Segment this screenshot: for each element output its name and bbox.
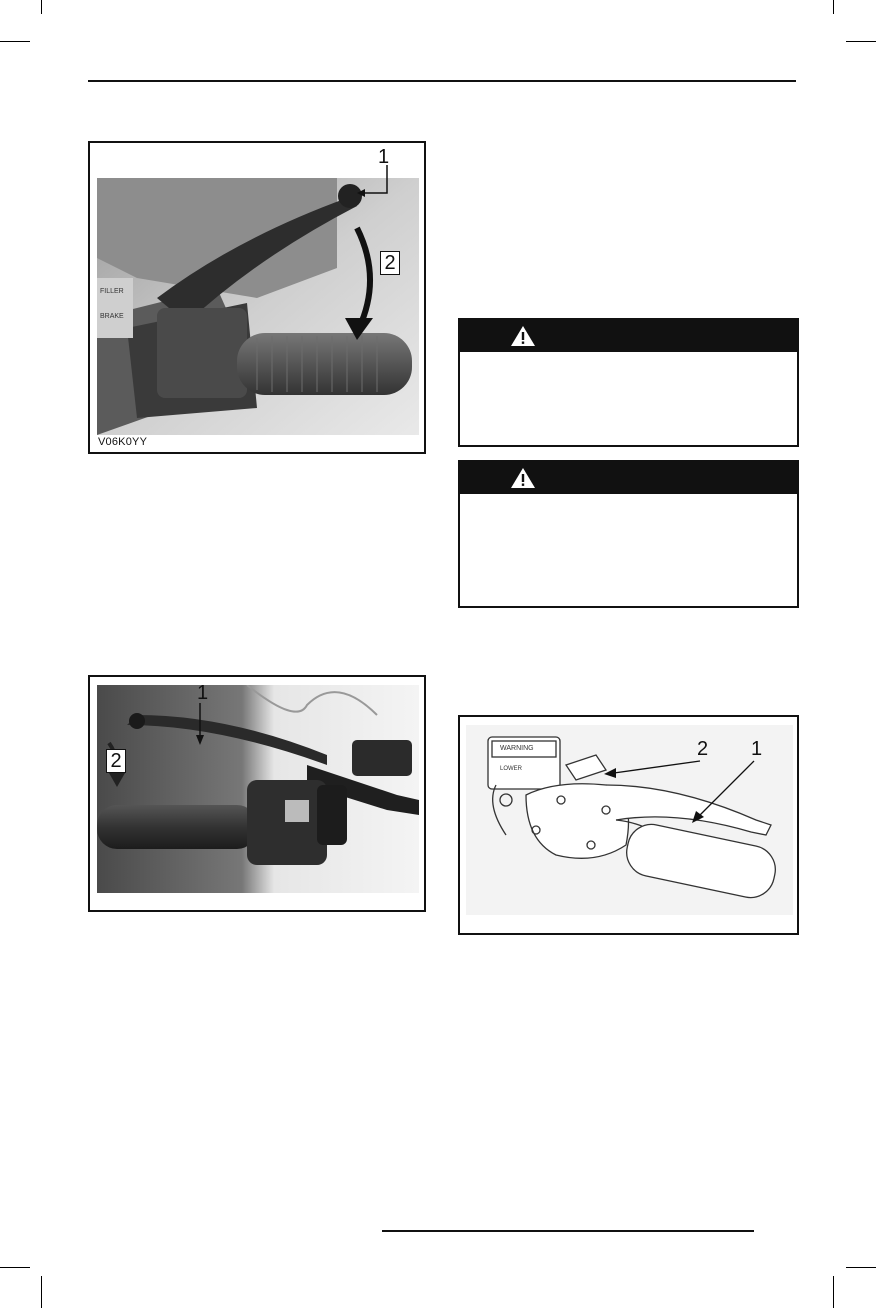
- warning-header: [460, 462, 797, 494]
- brake-lever-photo: [97, 178, 419, 435]
- crop-mark-tl-v: [41, 0, 42, 14]
- crop-mark-bl-h: [0, 1267, 30, 1268]
- crop-mark-tl-h: [0, 41, 30, 42]
- footer-rule: [382, 1230, 754, 1232]
- figure-handlebar-photo: [88, 675, 426, 912]
- crop-mark-bl-v: [41, 1276, 42, 1308]
- callout-2: 2: [106, 749, 126, 773]
- svg-text:BRAKE: BRAKE: [100, 313, 124, 320]
- callout-leaders: [600, 757, 780, 827]
- svg-text:FILLER: FILLER: [100, 288, 124, 295]
- warning-box: [458, 318, 799, 447]
- callout-2: 2: [697, 738, 709, 760]
- header-rule: [88, 80, 796, 82]
- callout-1-leader: [355, 165, 395, 199]
- figure-code: V06K0YY: [98, 436, 148, 448]
- crop-mark-tr-v: [833, 0, 834, 14]
- svg-text:WARNING: WARNING: [500, 745, 534, 752]
- crop-mark-br-v: [833, 1276, 834, 1308]
- callout-2: 2: [380, 251, 400, 275]
- warning-triangle-icon: [510, 325, 536, 347]
- figure-brake-lever-photo: [88, 141, 426, 454]
- handlebar-photo: [97, 682, 419, 893]
- callout-1: 1: [197, 682, 209, 704]
- callout-1: 1: [378, 146, 390, 168]
- svg-text:LOWER: LOWER: [500, 766, 523, 772]
- callout-1-leader: [194, 703, 206, 745]
- warning-header: [460, 320, 797, 352]
- warning-box: [458, 460, 799, 608]
- warning-triangle-icon: [510, 467, 536, 489]
- figure-master-cylinder-drawing: [458, 715, 799, 935]
- crop-mark-br-h: [846, 1267, 876, 1268]
- callout-1: 1: [751, 738, 763, 760]
- crop-mark-tr-h: [846, 41, 876, 42]
